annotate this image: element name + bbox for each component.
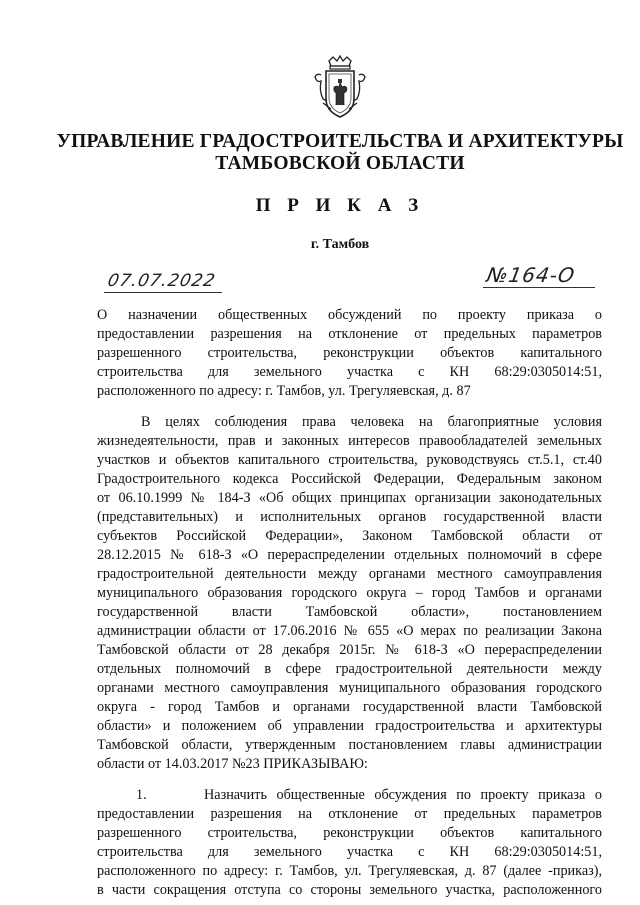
body-line: 28.12.2015 № 618-З «О перераспределении отдельных полномочий в сфере xyxy=(97,547,602,563)
body-line: участков и объектов капитального строительства, руководствуясь ст.5.1, ст.40 xyxy=(97,452,602,468)
item-line: предоставлении разрешения на отклонение от предельных параметров xyxy=(97,806,602,822)
organization-name-line1: УПРАВЛЕНИЕ ГРАДОСТРОИТЕЛЬСТВА И АРХИТЕКТУРЫ xyxy=(56,131,624,152)
body-line: Градостроительного кодекса Российской Федерации, Федеральным законом xyxy=(97,471,602,487)
body-line: субъектов Российской Федерации», Законом Тамбовской области от xyxy=(97,528,602,544)
body-line: отдельных полномочий в сфере градостроительной деятельности между xyxy=(97,661,602,677)
body-line: жизнедеятельности, прав и законных интересов правообладателей земельных xyxy=(97,433,602,449)
subject-line: строительства для земельного участка с КН 68:29:0305014:51, xyxy=(97,364,602,380)
body-line: В целях соблюдения права человека на благоприятные условия xyxy=(141,414,602,430)
item-line: разрешенного строительства, реконструкции объектов капитального xyxy=(97,825,602,841)
item-line: 1. Назначить общественные обсуждения по проекту приказа о xyxy=(136,787,602,803)
body-line: округа - город Тамбов и органами государственной власти Тамбовской xyxy=(97,699,602,715)
body-line: Тамбовской области, утвержденным постановлением главы администрации xyxy=(97,737,602,753)
subject-line: разрешенного строительства, реконструкции объектов капитального xyxy=(97,345,602,361)
organization-name-line2: ТАМБОВСКОЙ ОБЛАСТИ xyxy=(215,153,465,174)
body-line: градостроительной деятельности между органами местного самоуправления xyxy=(97,566,602,582)
body-line: государственной власти Тамбовской области», постановлением xyxy=(97,604,602,620)
body-line: муниципального образования городского округа – город Тамбов и органами xyxy=(97,585,602,601)
subject-line: предоставлении разрешения на отклонение от предельных параметров xyxy=(97,326,602,342)
subject-line: расположенного по адресу: г. Тамбов, ул. Трегуляевская, д. 87 xyxy=(97,383,471,399)
body-line: администрации области от 17.06.2016 № 655 «О мерах по реализации Закона xyxy=(97,623,602,639)
body-line: Тамбовской области от 28 декабря 2015г. № 618-З «О перераспределении xyxy=(97,642,602,658)
body-line: области от 14.03.2017 №23 ПРИКАЗЫВАЮ: xyxy=(97,756,368,772)
body-line: от 06.10.1999 № 184-З «Об общих принципах организации законодательных xyxy=(97,490,602,506)
document-date: 07.07.2022 xyxy=(105,271,218,291)
item-line: строительства для земельного участка с КН 68:29:0305014:51, xyxy=(97,844,602,860)
date-underline xyxy=(104,292,222,293)
item-line: расположенного по адресу: г. Тамбов, ул. Трегуляевская, д. 87 (далее -приказ), xyxy=(97,863,602,879)
number-underline xyxy=(483,287,595,288)
document-city: г. Тамбов xyxy=(310,237,370,252)
item-line: в части сокращения отступа со стороны земельного участка, расположенного xyxy=(97,882,602,898)
body-line: органами местного самоуправления муниципального образования городского xyxy=(97,680,602,696)
coat-of-arms-icon xyxy=(309,55,371,121)
body-line: (представительных) и исполнительных органов государственной власти xyxy=(97,509,602,525)
document-number: №164-О xyxy=(484,263,578,287)
body-line: области» и положением об управлении градостроительства и архитектуры xyxy=(97,718,602,734)
subject-line: О назначении общественных обсуждений по проекту приказа о xyxy=(97,307,602,323)
document-type: П Р И К А З xyxy=(255,195,425,216)
